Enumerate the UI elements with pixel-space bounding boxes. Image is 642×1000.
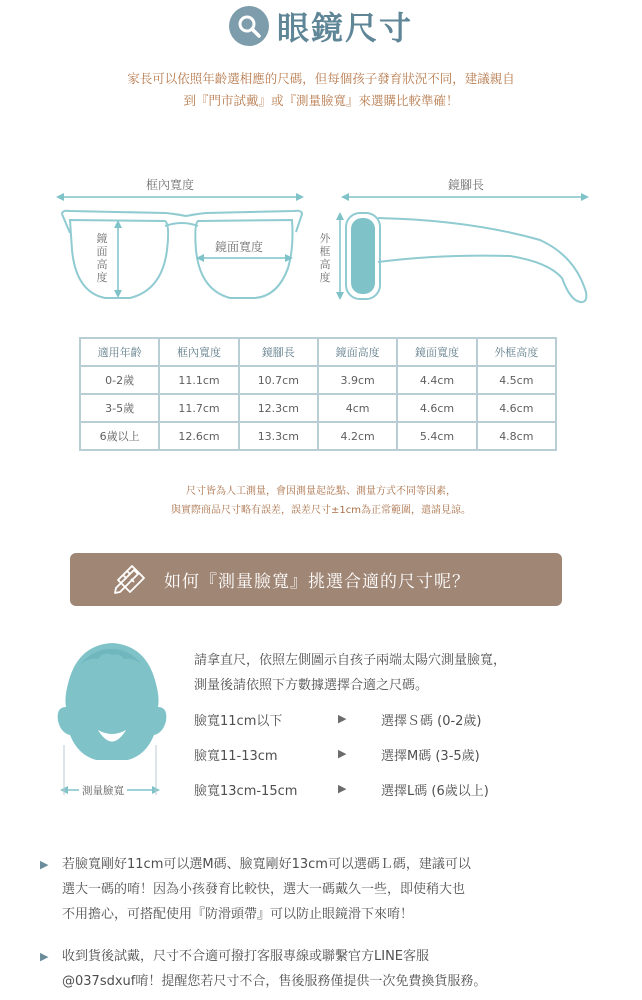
outer-height-dimension [336,212,344,300]
table-cell: 4.8cm [477,422,556,450]
lens-width-dimension [196,254,293,262]
tip-exchange [40,944,610,994]
table-cell: 4cm [318,394,397,422]
arrow-right-icon: ▶ [338,747,347,760]
table-cell: 0-2歲 [80,366,159,394]
bullet-triangle-icon: ▶ [40,950,49,963]
page-title: 眼鏡尺寸 [276,9,413,47]
table-header: 鏡腳長 [239,338,318,366]
temple-length-dimension [341,193,589,201]
measure-instructions [194,648,506,698]
table-header-row [80,338,556,366]
lens-height-dimension [114,220,122,298]
tip-line: @037sdxuf唷！提醒您若尺寸不合，售後服務僅提供一次免費換貨服務。 [62,974,487,989]
tip-size-up [40,852,610,927]
lens-width-label: 鏡面寬度 [215,240,264,254]
size-small: 選擇Ｓ碼 (0-2歲) [381,714,482,729]
size-table [79,337,557,451]
intro-line-2: 到『門市試戴』或『測量臉寬』來選購比較準確！ [183,93,459,108]
table-cell: 5.4cm [397,422,476,450]
intro-line-1: 家長可以依照年齡選相應的尺碼，但每個孩子發育狀況不同，建議親自 [127,71,515,86]
table-cell: 3-5歲 [80,394,159,422]
tip-line: 若臉寬剛好11cm可以選M碼、臉寬剛好13cm可以選碼Ｌ碼，建議可以 [62,857,471,872]
table-row [80,366,556,394]
outer-height-label: 外框高度 [319,232,331,284]
table-header: 鏡面高度 [318,338,397,366]
tip-line: 選大一碼的唷！因為小孩發育比較快，選大一碼戴久一些，即使稍大也 [62,882,466,897]
instruction-line-1: 請拿直尺，依照左側圖示自孩子兩端太陽穴測量臉寬， [194,653,507,668]
table-cell: 4.6cm [397,394,476,422]
temple-length-label: 鏡腳長 [448,178,485,192]
table-row [80,422,556,450]
table-cell: 12.3cm [239,394,318,422]
frame-width-dimension [56,193,304,201]
note-line-2: 與實際商品尺寸略有誤差，誤差尺寸±1cm為正常範圍，遣請見諒。 [171,505,471,516]
face-range-medium: 臉寬11-13cm [194,749,278,764]
table-cell: 12.6cm [159,422,238,450]
glasses-side [346,213,586,302]
table-header: 框內寬度 [159,338,238,366]
ruler-pencil-icon [110,558,150,602]
section-banner [70,553,562,606]
table-cell: 4.4cm [397,366,476,394]
table-cell: 3.9cm [318,366,397,394]
face-range-small: 臉寬11cm以下 [194,714,283,729]
table-cell: 11.7cm [159,394,238,422]
bullet-triangle-icon: ▶ [40,858,49,871]
instruction-line-2: 測量後請依照下方數據選擇合適之尺碼。 [194,678,429,693]
tip-line: 不用擔心，可搭配使用『防滑頭帶』可以防止眼鏡滑下來唷！ [62,907,414,922]
frame-width-label: 框內寬度 [146,178,195,192]
lens-height-label: 鏡面高度 [96,232,108,284]
note-line-1: 尺寸皆為人工測量，會因測量起訖點、測量方式不同等因素， [186,486,456,497]
banner-title: 如何『測量臉寬』挑選合適的尺寸呢？ [164,572,470,592]
arrow-right-icon: ▶ [338,712,347,725]
table-cell: 4.6cm [477,394,556,422]
table-row [80,394,556,422]
size-medium: 選擇M碼 (3-5歲) [381,749,480,764]
table-cell: 4.2cm [318,422,397,450]
table-header: 適用年齡 [80,338,159,366]
arrow-right-icon: ▶ [338,782,347,795]
child-face-illustration [50,635,170,800]
size-large: 選擇L碼 (6歲以上) [381,784,489,799]
measurement-note [0,482,642,520]
table-cell: 4.5cm [477,366,556,394]
table-cell: 6歲以上 [80,422,159,450]
table-cell: 11.1cm [159,366,238,394]
table-cell: 13.3cm [239,422,318,450]
face-range-large: 臉寬13cm-15cm [194,784,298,799]
table-cell: 10.7cm [239,366,318,394]
table-header: 鏡面寬度 [397,338,476,366]
face-width-label: 測量臉寬 [79,783,127,798]
table-header: 外框高度 [477,338,556,366]
tip-line: 收到貨後試戴，尺寸不合適可撥打客服專線或聯繫官方LINE客服 [62,949,430,964]
